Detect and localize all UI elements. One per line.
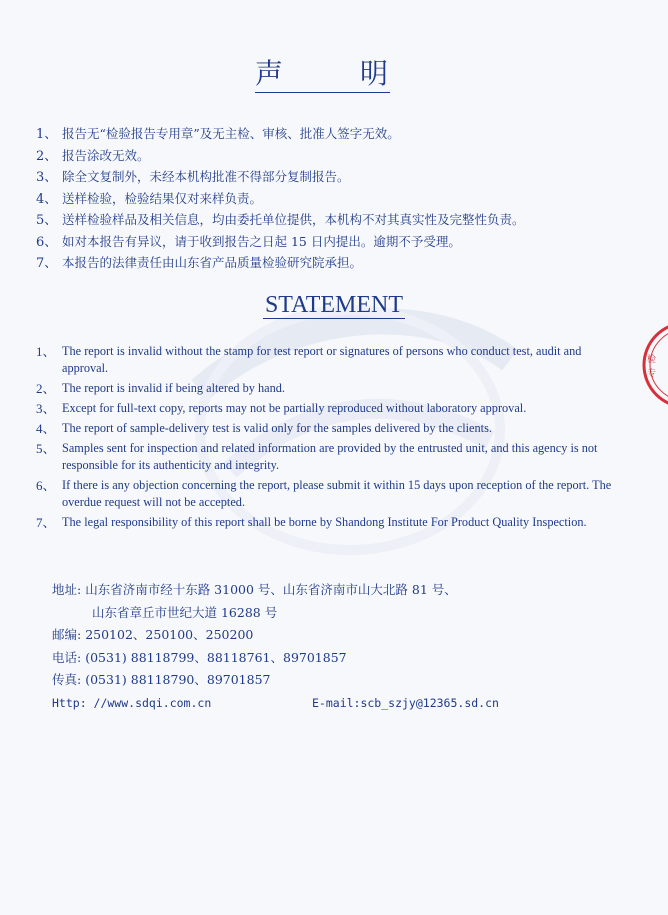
contact-info	[52, 579, 642, 714]
title-en-text: STATEMENT	[264, 292, 404, 318]
phone-label: 电话:	[52, 649, 82, 665]
item-number: 6、	[36, 234, 58, 250]
item-text: 送样检验样品及相关信息，均由委托单位提供，本机构不对其真实性及完整性负责。	[62, 212, 525, 227]
item-number: 5、	[36, 441, 56, 456]
postcode-value: 250102、250100、250200	[85, 627, 254, 642]
address-line-1: 山东省济南市经十东路 31000 号、山东省济南市山大北路 81 号、	[85, 582, 457, 597]
item-number: 1、	[36, 344, 56, 359]
item-number: 7、	[36, 256, 58, 271]
svg-text:检: 检	[647, 355, 657, 365]
item-text: 报告无“检验报告专用章”及无主检、审核、批准人签字无效。	[62, 126, 400, 141]
item-number: 6、	[36, 478, 56, 493]
phone-value: (0531) 88118799、88118761、89701857	[85, 649, 347, 665]
item-text: 除全文复制外，未经本机构批准不得部分复制报告。	[62, 169, 350, 184]
fax-label: 传真:	[52, 672, 82, 687]
list-item	[36, 380, 616, 397]
red-seal-stamp-icon	[638, 320, 668, 410]
postcode-label: 邮编:	[52, 627, 82, 642]
postcode-row	[52, 624, 642, 647]
list-item	[36, 210, 636, 232]
item-text: The report is invalid if being altered by hand.	[62, 381, 285, 395]
address-row	[52, 579, 642, 602]
address-row-2	[52, 602, 642, 625]
list-item	[36, 477, 616, 511]
item-text: The legal responsibility of this report shall be borne by Shandong Institute For Product Quality Inspection.	[62, 515, 587, 529]
item-number: 2、	[36, 148, 58, 164]
item-number: 7、	[36, 515, 56, 530]
list-item	[36, 514, 616, 531]
web-row	[52, 692, 642, 715]
list-item	[36, 189, 636, 211]
statement-list-en	[36, 343, 616, 534]
item-text: 报告涂改无效。	[62, 147, 150, 163]
item-text: Samples sent for inspection and related information are provided by the entrusted unit, and this agency is not responsible for its authenticity and integrity.	[62, 441, 598, 472]
item-number: 4、	[36, 421, 56, 436]
item-text: 如对本报告有异议，请于收到报告之日起 15 日内提出。逾期不予受理。	[62, 233, 461, 249]
fax-value: (0531) 88118790、89701857	[85, 672, 271, 687]
item-text: 本报告的法律责任由山东省产品质量检验研究院承担。	[62, 255, 363, 270]
statement-title-cn	[255, 58, 390, 93]
item-number: 3、	[36, 170, 58, 185]
list-item	[36, 440, 616, 474]
title-cn-left: 声	[255, 57, 286, 90]
statement-list-cn	[36, 124, 636, 275]
list-item	[36, 343, 616, 377]
list-item	[36, 232, 636, 254]
item-text: 送样检验，检验结果仅对来样负责。	[62, 190, 263, 206]
item-number: 3、	[36, 401, 56, 416]
item-text: If there is any objection concerning the report, please submit it within 15 days upon reception of the report. The overdue request will not be accepted.	[62, 478, 612, 509]
title-cn-right: 明	[359, 57, 390, 90]
item-number: 4、	[36, 191, 58, 207]
email-link[interactable]: E-mail:scb_szjy@12365.sd.cn	[312, 695, 499, 710]
phone-row	[52, 647, 642, 670]
list-item	[36, 167, 636, 189]
list-item	[36, 400, 616, 417]
list-item	[36, 124, 636, 146]
list-item	[36, 253, 636, 275]
list-item	[36, 420, 616, 437]
item-text: Except for full-text copy, reports may not be partially reproduced without laboratory approval.	[62, 401, 527, 415]
statement-title-en	[0, 292, 668, 319]
list-item	[36, 146, 636, 168]
item-number: 2、	[36, 381, 56, 396]
svg-text:专: 专	[647, 369, 657, 379]
address-line-2: 山东省章丘市世纪大道 16288 号	[92, 604, 278, 620]
item-text: The report is invalid without the stamp for test report or signatures of persons who conduct test, audit and approval.	[62, 344, 582, 375]
address-label: 地址:	[52, 582, 82, 597]
item-number: 1、	[36, 127, 58, 142]
item-number: 5、	[36, 213, 58, 228]
fax-row	[52, 669, 642, 692]
item-text: The report of sample-delivery test is valid only for the samples delivered by the clients.	[62, 421, 492, 435]
website-link[interactable]: Http: //www.sdqi.com.cn	[52, 695, 212, 710]
